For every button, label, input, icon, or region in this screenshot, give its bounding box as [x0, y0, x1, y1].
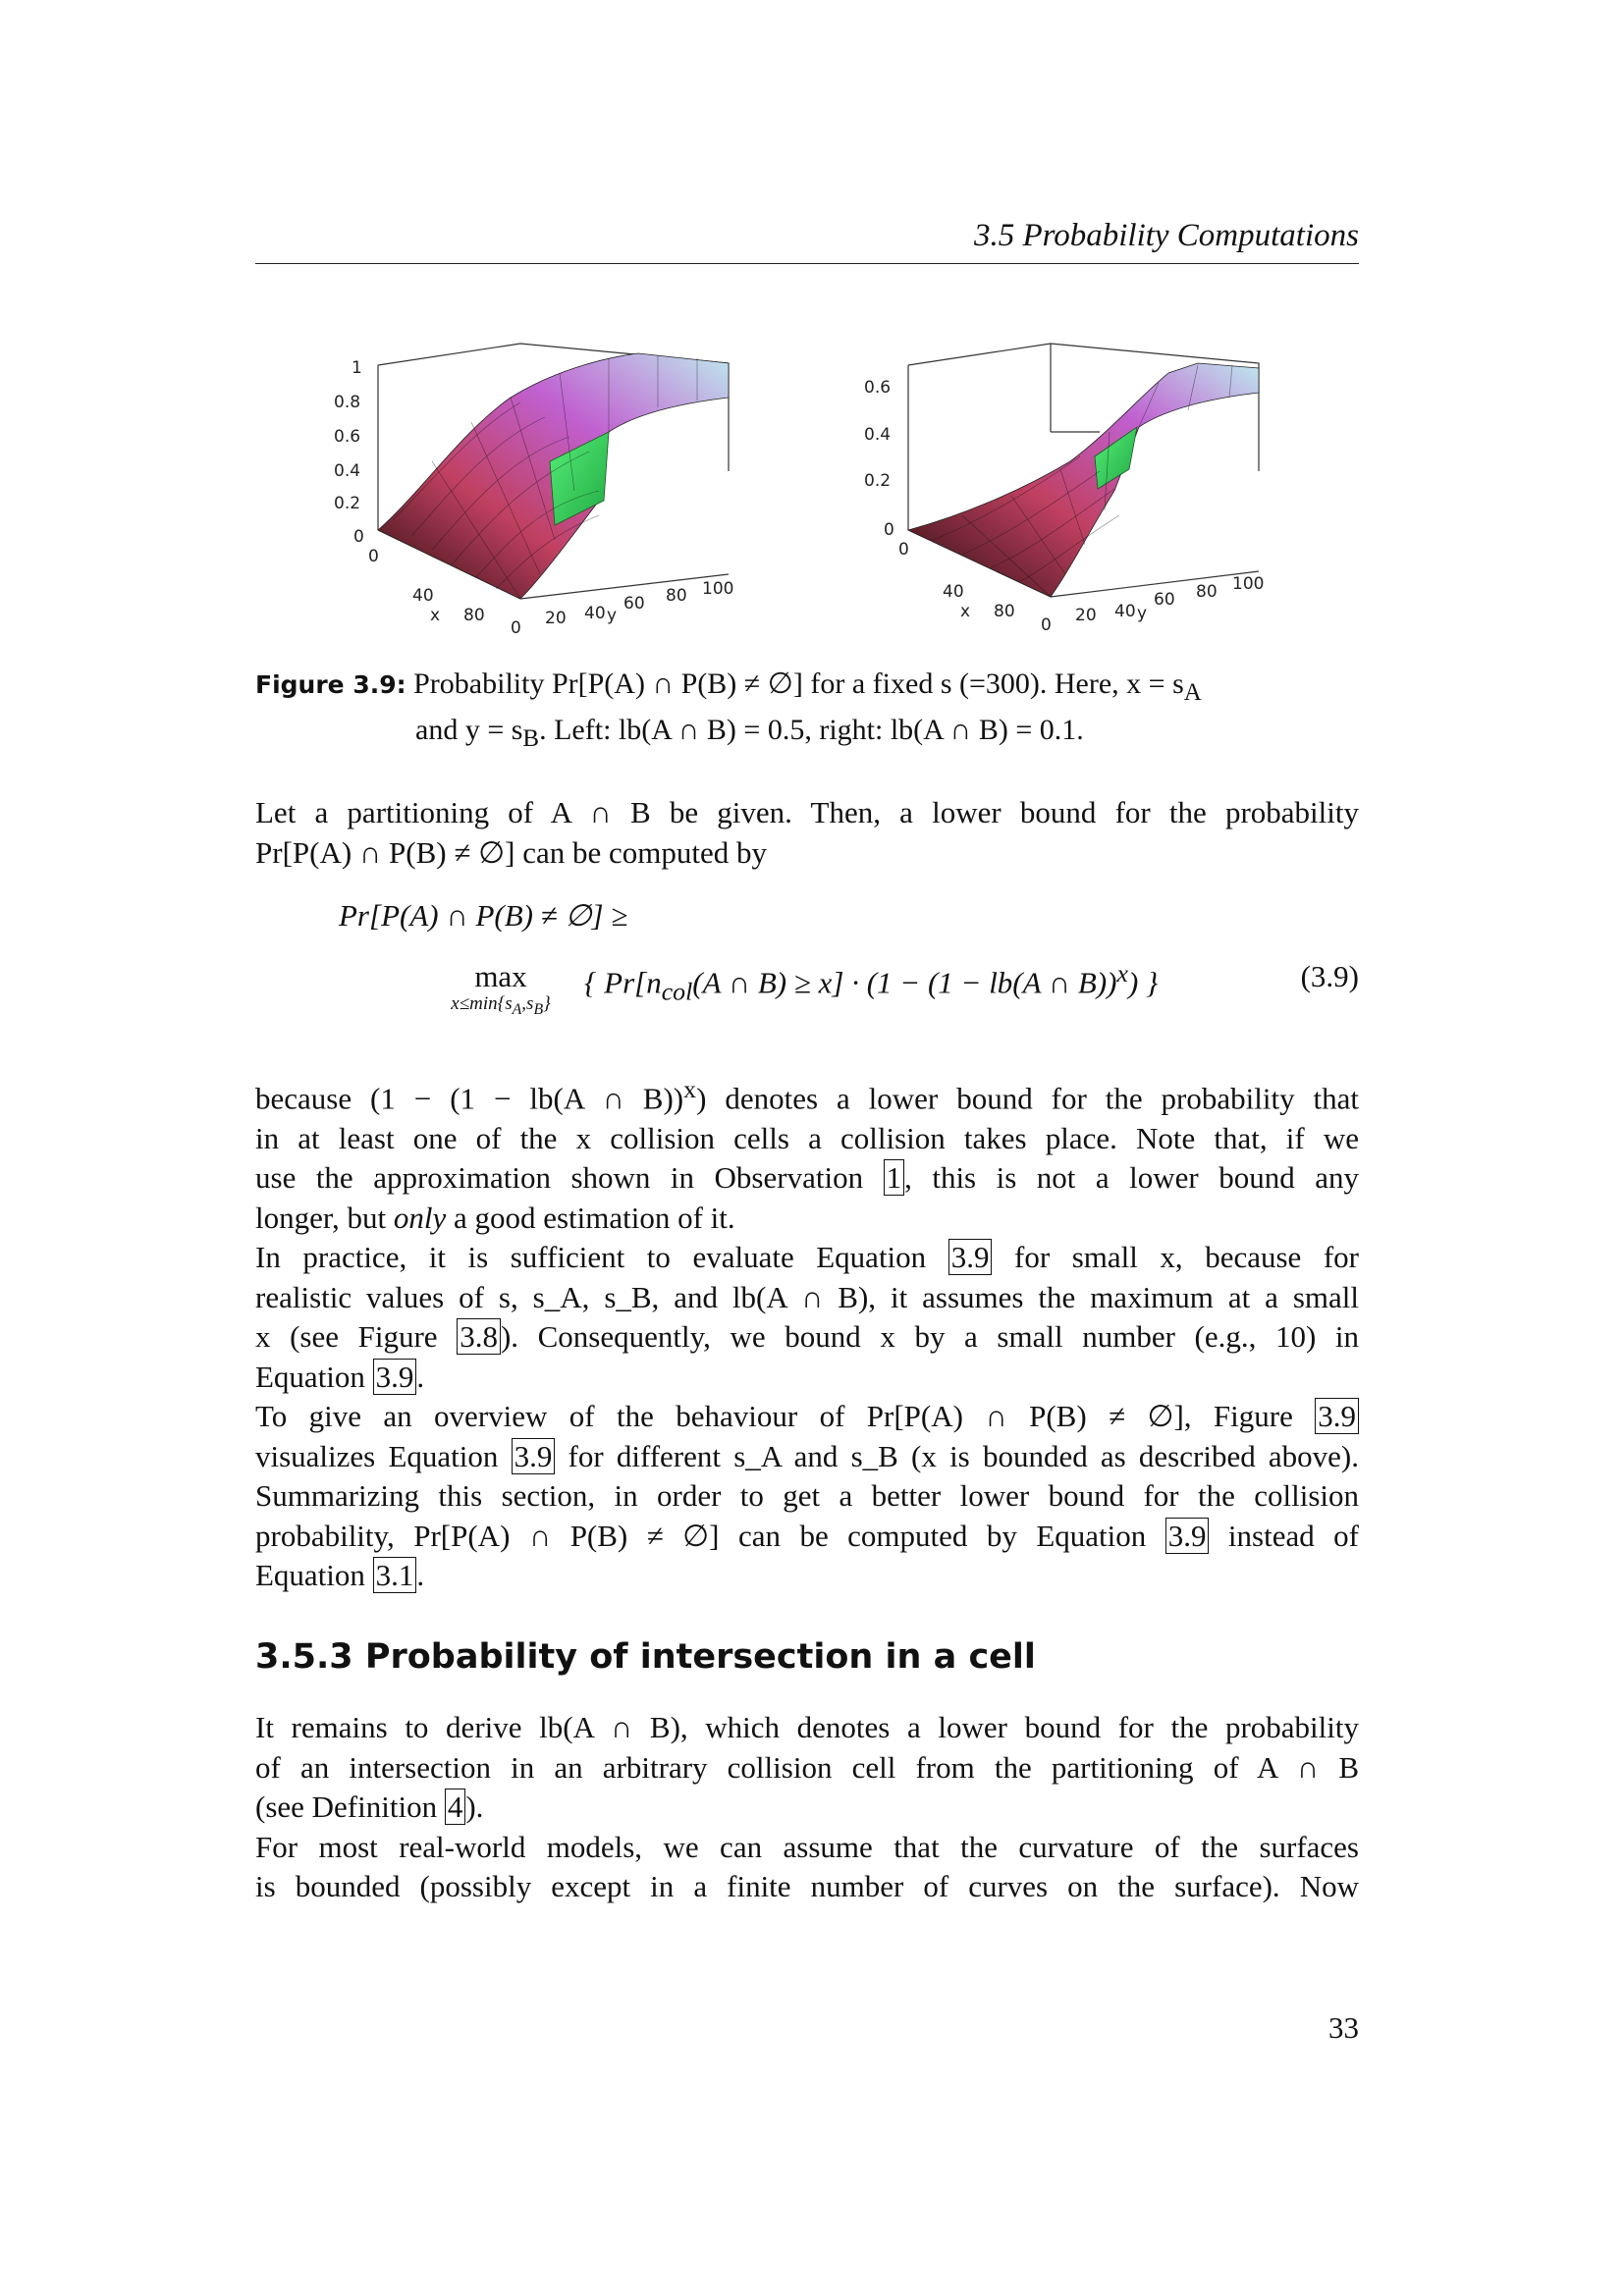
right-y-tick-0: 0: [1041, 615, 1052, 635]
para3-l3b: ).: [465, 1789, 484, 1824]
caption-sub-a: A: [1183, 679, 1202, 706]
right-z-tick-0.4: 0.4: [864, 425, 892, 445]
definition-ref-link[interactable]: 4: [445, 1789, 466, 1825]
para2-l3b: , this is not a lower bound any: [904, 1160, 1359, 1196]
para3-line-4: For most real-world models, we can assume that the curvature of the surfaces: [255, 1829, 1359, 1864]
right-y-tick-20: 20: [1075, 606, 1097, 625]
para2-l3a: use the approximation shown in Observation: [255, 1160, 884, 1196]
para2-line-1: [255, 1070, 1359, 1119]
caption-sub-b: B: [522, 725, 540, 752]
equation-line-1: Pr[P(A) ∩ P(B) ≠ ∅] ≥: [339, 898, 628, 933]
surface-plot-right-svg: [844, 344, 1276, 648]
para2-line-8: [255, 1358, 1359, 1398]
para2-l5b: for small x, because for: [992, 1240, 1359, 1275]
para2-l8a: Equation: [255, 1359, 373, 1394]
para2-line-2: in at least one of the x collision cells a collision takes place. Note that, if we: [255, 1120, 1359, 1155]
equation-sup-x: x: [1116, 959, 1128, 988]
para2-line-13: [255, 1556, 1359, 1596]
para2-l4a: longer, but: [255, 1200, 394, 1235]
left-z-tick-0: 0: [353, 527, 364, 547]
para2-line-4: [255, 1199, 1359, 1239]
right-y-label: y: [1137, 604, 1148, 623]
page-number: 33: [1328, 2010, 1359, 2045]
equation-max-sub-a: A: [512, 1000, 522, 1018]
left-z-axis: [334, 358, 364, 547]
equation-max-sub-b: B: [533, 1000, 544, 1018]
paragraph-intro: [255, 793, 1359, 873]
para2-l7a: x (see Figure: [255, 1319, 458, 1355]
left-x-tick-80: 80: [463, 606, 485, 625]
equation-line-2b: (A ∩ B) ≥ x] · (1 − (1 − lb(A ∩ B)): [692, 965, 1117, 1000]
caption-text-1: Probability Pr[P(A) ∩ P(B) ≠ ∅] for a fixed s (=300). Here, x = s: [406, 667, 1184, 700]
para2-l13b: .: [416, 1558, 425, 1593]
para2-l12b: instead of: [1209, 1518, 1359, 1553]
equation-max-op: max: [474, 959, 527, 993]
para2-l13a: Equation: [255, 1558, 373, 1593]
para2-l1b: ) denotes a lower bound for the probability that: [696, 1081, 1359, 1116]
para2-l10a: visualizes Equation: [255, 1438, 512, 1473]
equation-ref-link-3[interactable]: 3.9: [512, 1438, 556, 1474]
equation-line-2c: ) }: [1127, 965, 1159, 1000]
para2-l1sup: x: [683, 1075, 697, 1103]
equation-number: (3.9): [1300, 959, 1359, 993]
left-y-tick-20: 20: [545, 609, 567, 628]
equation-sub-col: col: [661, 977, 693, 1006]
figure-ref-link-3-8[interactable]: 3.8: [457, 1318, 501, 1355]
right-y-axis: [1041, 574, 1264, 635]
para2-line-10: [255, 1437, 1359, 1477]
equation-max-sub: [422, 994, 579, 1020]
caption-line-2: [255, 712, 1359, 758]
left-y-tick-0: 0: [511, 618, 521, 638]
equation-max: [422, 959, 579, 1020]
surface-plot-left-svg: [314, 344, 746, 648]
para2-l9a: To give an overview of the behaviour of Pr[P(A) ∩ P(B) ≠ ∅], Figure: [255, 1399, 1316, 1434]
caption-label: Figure 3.9:: [255, 670, 406, 699]
para2-l8b: .: [416, 1359, 425, 1394]
equation-ref-link-2[interactable]: 3.9: [373, 1359, 417, 1395]
paragraph-cell-intersection: [255, 1708, 1359, 1907]
para2-line-6: realistic values of s, s_A, s_B, and lb(A ∩ B), it assumes the maximum at a small: [255, 1279, 1359, 1314]
equation-ref-link-3-1[interactable]: 3.1: [373, 1557, 417, 1593]
right-x-tick-40: 40: [943, 582, 964, 602]
right-z-tick-0: 0: [884, 520, 894, 540]
left-y-label: y: [607, 606, 618, 625]
para2-line-3: [255, 1158, 1359, 1199]
para2-line-7: [255, 1317, 1359, 1358]
para2-l12a: probability, Pr[P(A) ∩ P(B) ≠ ∅] can be computed by Equation: [255, 1518, 1165, 1553]
para2-line-12: [255, 1517, 1359, 1557]
para2-line-9: [255, 1397, 1359, 1437]
figure-ref-link-3-9[interactable]: 3.9: [1315, 1398, 1359, 1434]
equation-max-sub-text: x≤min{s: [451, 993, 513, 1014]
para3-line-5: is bounded (possibly except in a finite number of curves on the surface). Now: [255, 1869, 1359, 1903]
right-y-tick-40: 40: [1114, 602, 1136, 621]
equation-max-sub-mid: ,s: [521, 993, 534, 1014]
para3-line-3: [255, 1788, 1359, 1828]
left-y-axis: [511, 579, 733, 638]
right-x-tick-80: 80: [994, 602, 1015, 621]
left-x-label: x: [430, 606, 441, 625]
left-z-tick-0.6: 0.6: [334, 427, 361, 447]
surface-plot-right: [844, 344, 1276, 648]
right-x-tick-0: 0: [898, 540, 909, 560]
para2-l1a: because (1 − (1 − lb(A ∩ B)): [255, 1081, 684, 1116]
caption-text-2-rest: . Left: lb(A ∩ B) = 0.5, right: lb(A ∩ B) = 0.1.: [539, 714, 1084, 746]
para2-l7b: ). Consequently, we bound x by a small number (e.g., 10) in: [500, 1319, 1360, 1355]
caption-line-1: [255, 666, 1359, 712]
left-x-tick-40: 40: [412, 586, 434, 606]
caption-text-2: and y = s: [415, 714, 523, 746]
right-x-label: x: [960, 602, 971, 621]
right-z-tick-0.6: 0.6: [864, 378, 892, 398]
figure-caption: [255, 666, 1359, 758]
equation-line-2a: { Pr[n: [584, 965, 662, 1000]
equation-max-sub-end: }: [543, 993, 551, 1014]
equation-3-9: [255, 898, 1359, 1016]
right-z-axis: [864, 378, 894, 540]
right-y-tick-80: 80: [1196, 582, 1218, 602]
observation-ref-link[interactable]: 1: [884, 1159, 905, 1196]
para2-line-11: Summarizing this section, in order to get a better lower bound for the collision: [255, 1478, 1359, 1514]
para3-line-1: It remains to derive lb(A ∩ B), which denotes a lower bound for the probability: [255, 1710, 1359, 1744]
section-heading: 3.5.3 Probability of intersection in a cell: [255, 1637, 1036, 1677]
left-y-tick-80: 80: [666, 586, 687, 606]
para3-line-2: of an intersection in an arbitrary collision cell from the partitioning of A ∩ B: [255, 1749, 1359, 1785]
equation-line-2: [584, 959, 1158, 1007]
running-head: [255, 214, 1359, 264]
left-z-tick-1: 1: [352, 358, 362, 378]
left-z-tick-0.8: 0.8: [334, 393, 361, 412]
running-head-title: 3.5 Probability Computations: [973, 218, 1359, 253]
para1-line-2: Pr[P(A) ∩ P(B) ≠ ∅] can be computed by: [255, 834, 767, 870]
equation-ref-link-1[interactable]: 3.9: [948, 1239, 993, 1275]
paragraph-discussion: [255, 1070, 1359, 1596]
left-y-tick-60: 60: [623, 594, 645, 614]
para2-l4b: a good estimation of it.: [446, 1200, 735, 1235]
left-z-tick-0.2: 0.2: [334, 494, 361, 513]
right-y-tick-100: 100: [1232, 574, 1265, 594]
para2-l4it: only: [393, 1200, 447, 1235]
right-z-tick-0.2: 0.2: [864, 471, 892, 491]
left-y-tick-100: 100: [702, 579, 734, 599]
para3-l3a: (see Definition: [255, 1789, 445, 1824]
para2-l10b: for different s_A and s_B (x is bounded as described above).: [555, 1438, 1359, 1473]
left-z-tick-0.4: 0.4: [334, 461, 361, 481]
left-y-tick-40: 40: [584, 604, 606, 623]
para1-line-1: Let a partitioning of A ∩ B be given. Then, a lower bound for the probability: [255, 795, 1359, 829]
surface-plot-left: [314, 344, 746, 648]
para2-line-5: [255, 1238, 1359, 1278]
equation-ref-link-4[interactable]: 3.9: [1165, 1518, 1210, 1554]
right-y-tick-60: 60: [1154, 590, 1175, 610]
left-x-tick-0: 0: [368, 547, 379, 566]
para2-l5a: In practice, it is sufficient to evaluate Equation: [255, 1240, 948, 1275]
